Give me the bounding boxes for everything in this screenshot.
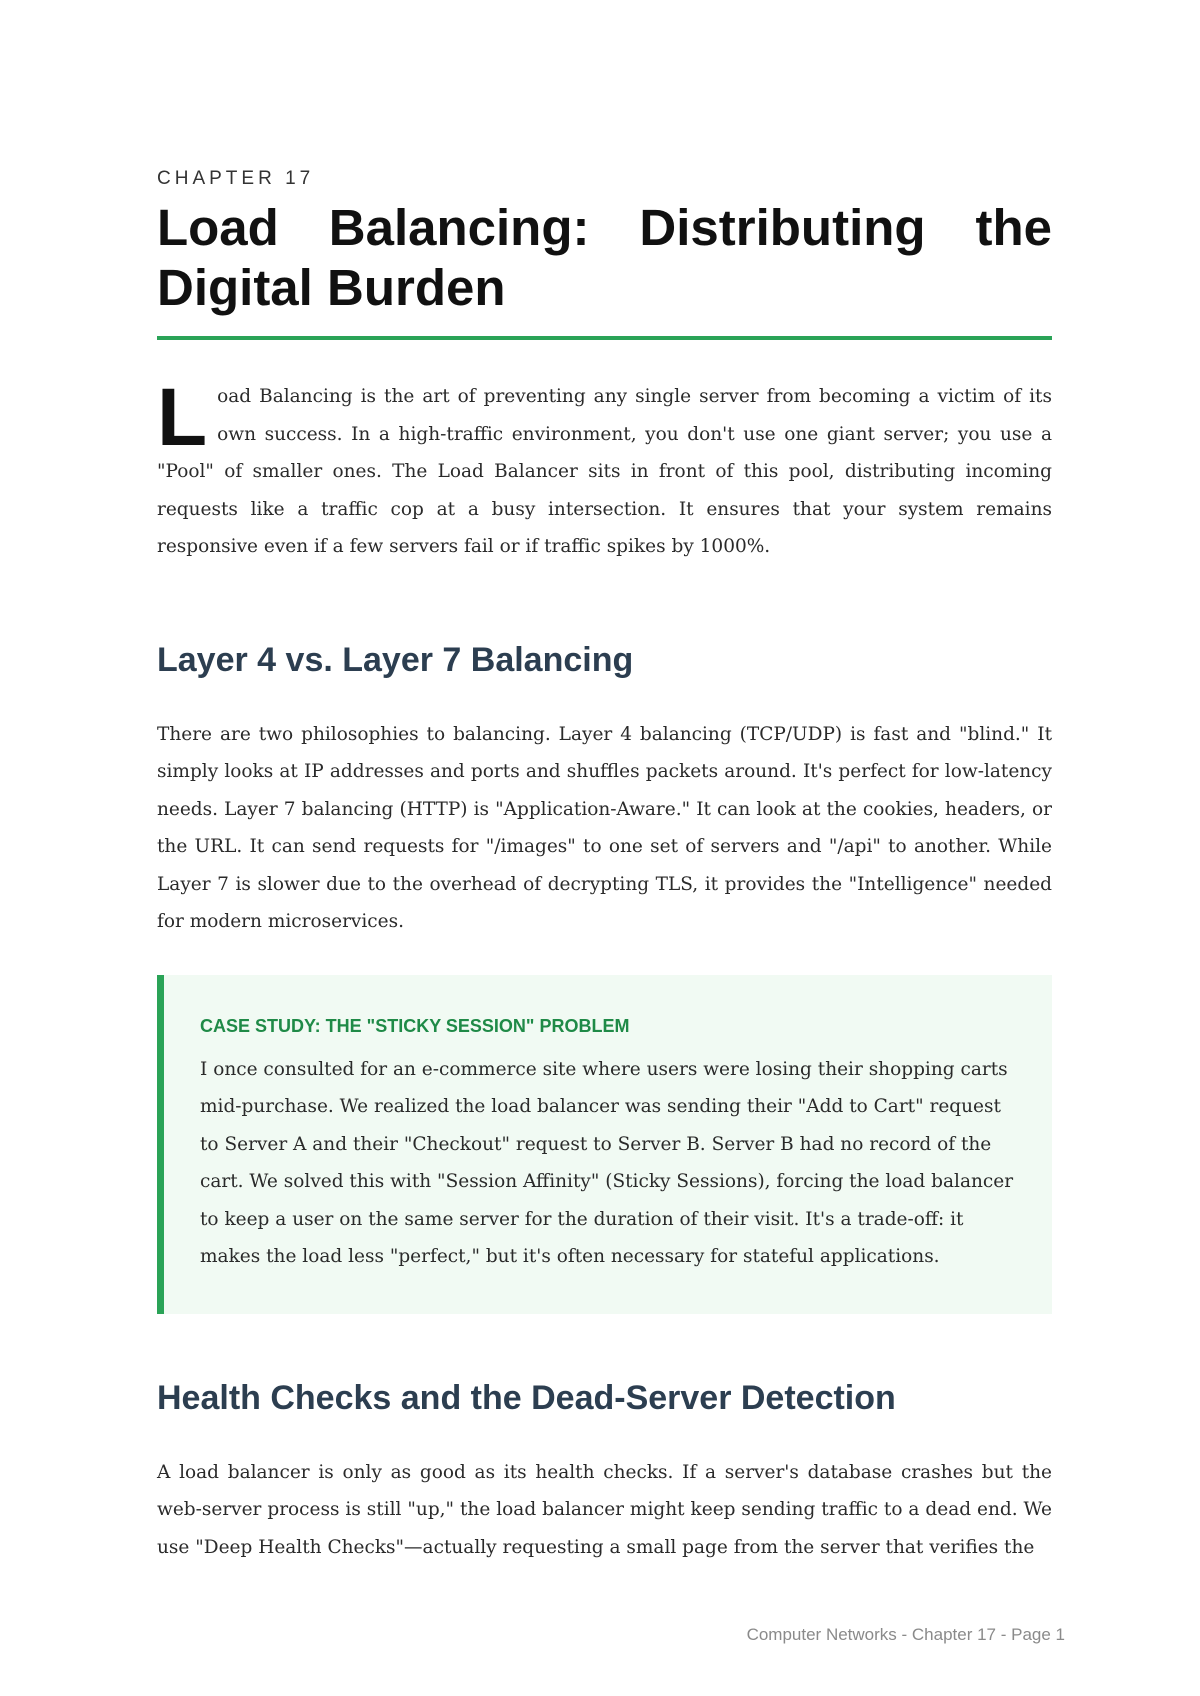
section-body-layers: There are two philosophies to balancing. Layer 4 balancing (TCP/UDP) is fast and "blind." It simply looks at IP addresses and ports and shuffles packets around. It's perfect for low-latency needs. Layer 7 balancing (HTTP) is "Application-Aware." It can look at the cookies, headers, or the URL. It can send requests for "/images" to one set of servers and "/api" to another. While Layer 7 is slower due to the overhead of decrypting TLS, it provides the "Intelligence" needed for modern microservices. <box>157 723 1052 932</box>
section-body-health-checks: A load balancer is only as good as its health checks. If a server's database crashes but the web-server process is still "up," the load balancer might keep sending traffic to a dead end. We use "Deep Health Checks"—actually requesting a small page from the server that verifies the <box>157 1461 1052 1558</box>
chapter-label: CHAPTER 17 <box>157 168 315 189</box>
case-study-callout <box>157 975 1052 1314</box>
case-study-text: I once consulted for an e-commerce site where users were losing their shopping carts mid-purchase. We realized the load balancer was sending their "Add to Cart" request to Server A and their "Checkout" request to Server B. Server B had no record of the cart. We solved this with "Session Affinity" (Sticky Sessions), forcing the load balancer to keep a user on the same server for the duration of their visit. It's a trade-off: it makes the load less "perfect," but it's often necessary for stateful applications. <box>200 1058 1014 1267</box>
drop-cap: L <box>157 372 208 463</box>
case-study-title: CASE STUDY: THE "STICKY SESSION" PROBLEM <box>200 1015 630 1036</box>
page-content <box>157 166 1052 1566</box>
intro-text: oad Balancing is the art of preventing any single server from becoming a victim of its own success. In a high-traffic environment, you don't use one giant server; you use a "Pool" of smaller ones. The Load Balancer sits in front of this pool, distributing incoming requests like a traffic cop at a busy intersection. It ensures that your system remains responsive even if a few servers fail or if traffic spikes by 1000%. <box>157 386 1052 557</box>
section-heading-health-checks: Health Checks and the Dead-Server Detection <box>157 1378 896 1417</box>
page-footer: Computer Networks - Chapter 17 - Page 1 <box>746 1625 1065 1644</box>
title-divider <box>157 336 1052 340</box>
section-heading-layers: Layer 4 vs. Layer 7 Balancing <box>157 640 634 679</box>
chapter-title: Load Balancing: Distributing the Digital Burden <box>157 199 1052 316</box>
intro-paragraph <box>157 372 1052 566</box>
